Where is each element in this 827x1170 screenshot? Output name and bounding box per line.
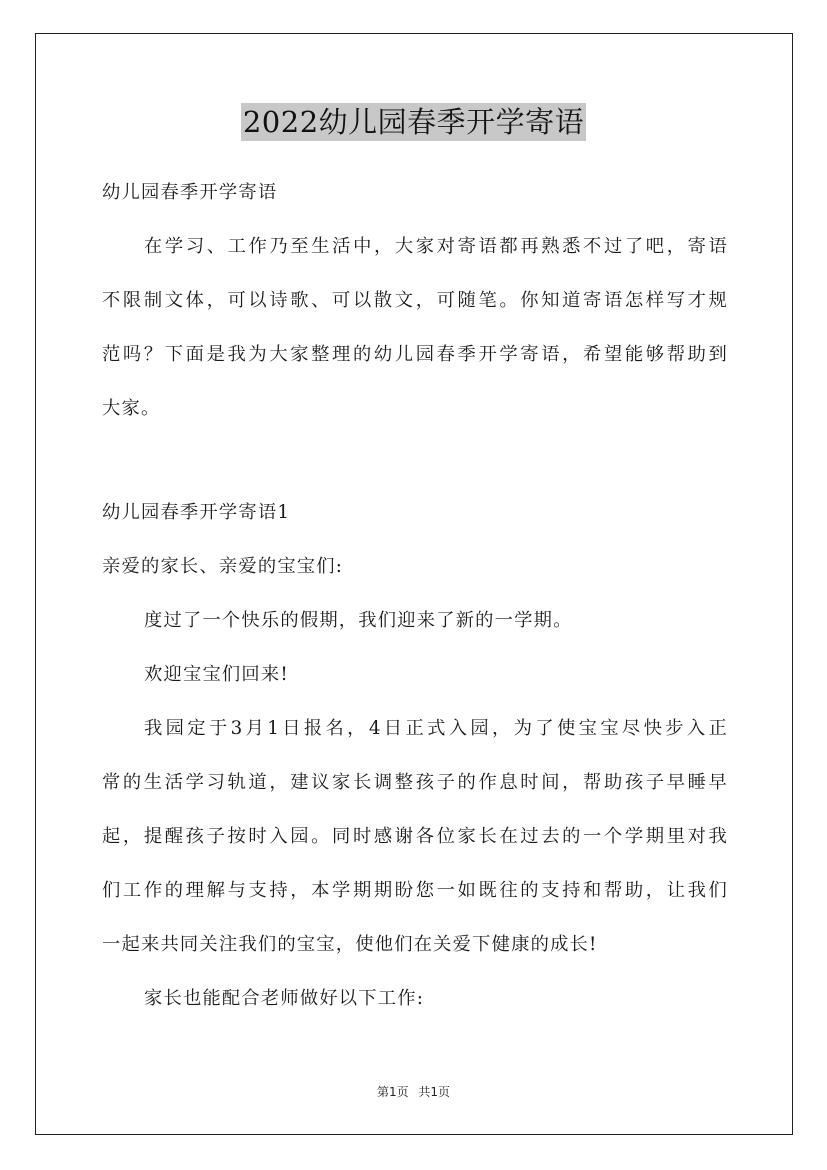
title-container [0,103,827,141]
page-number: 第1页 [376,1085,409,1099]
document-body [102,170,728,1030]
intro-line-4: 大家。 [102,398,161,419]
intro-line-1: 在学习、工作乃至生活中，大家对寄语都再熟悉不过了吧，寄语 [144,236,728,257]
body-line-4: 常的生活学习轨道，建议家长调整孩子的作息时间，帮助孩子早睡早 [102,772,728,793]
page-total: 共1页 [418,1085,451,1099]
salutation: 亲爱的家长、亲爱的宝宝们: [102,556,344,577]
paragraph-gap [102,440,728,490]
section-heading: 幼儿园春季开学寄语 [102,182,278,203]
body-line-1: 度过了一个快乐的假期，我们迎来了新的一学期。 [144,610,573,631]
body-line-7: 一起来共同关注我们的宝宝，使他们在关爱下健康的成长! [102,934,598,955]
document-title: 2022幼儿园春季开学寄语 [242,105,585,139]
body-line-8: 家长也能配合老师做好以下工作: [144,988,425,1009]
intro-line-2: 不限制文体，可以诗歌、可以散文，可随笔。你知道寄语怎样写才规 [102,290,728,311]
subsection-heading: 幼儿园春季开学寄语1 [102,502,291,523]
body-line-3: 我园定于3月1日报名，4日正式入园，为了使宝宝尽快步入正 [144,718,728,739]
body-line-5: 起，提醒孩子按时入园。同时感谢各位家长在过去的一个学期里对我 [102,826,728,847]
body-line-6: 们工作的理解与支持，本学期期盼您一如既往的支持和帮助，让我们 [102,880,728,901]
body-line-2: 欢迎宝宝们回来! [144,664,289,685]
intro-line-3: 范吗？下面是我为大家整理的幼儿园春季开学寄语，希望能够帮助到 [102,344,728,365]
page-footer [0,1083,827,1100]
